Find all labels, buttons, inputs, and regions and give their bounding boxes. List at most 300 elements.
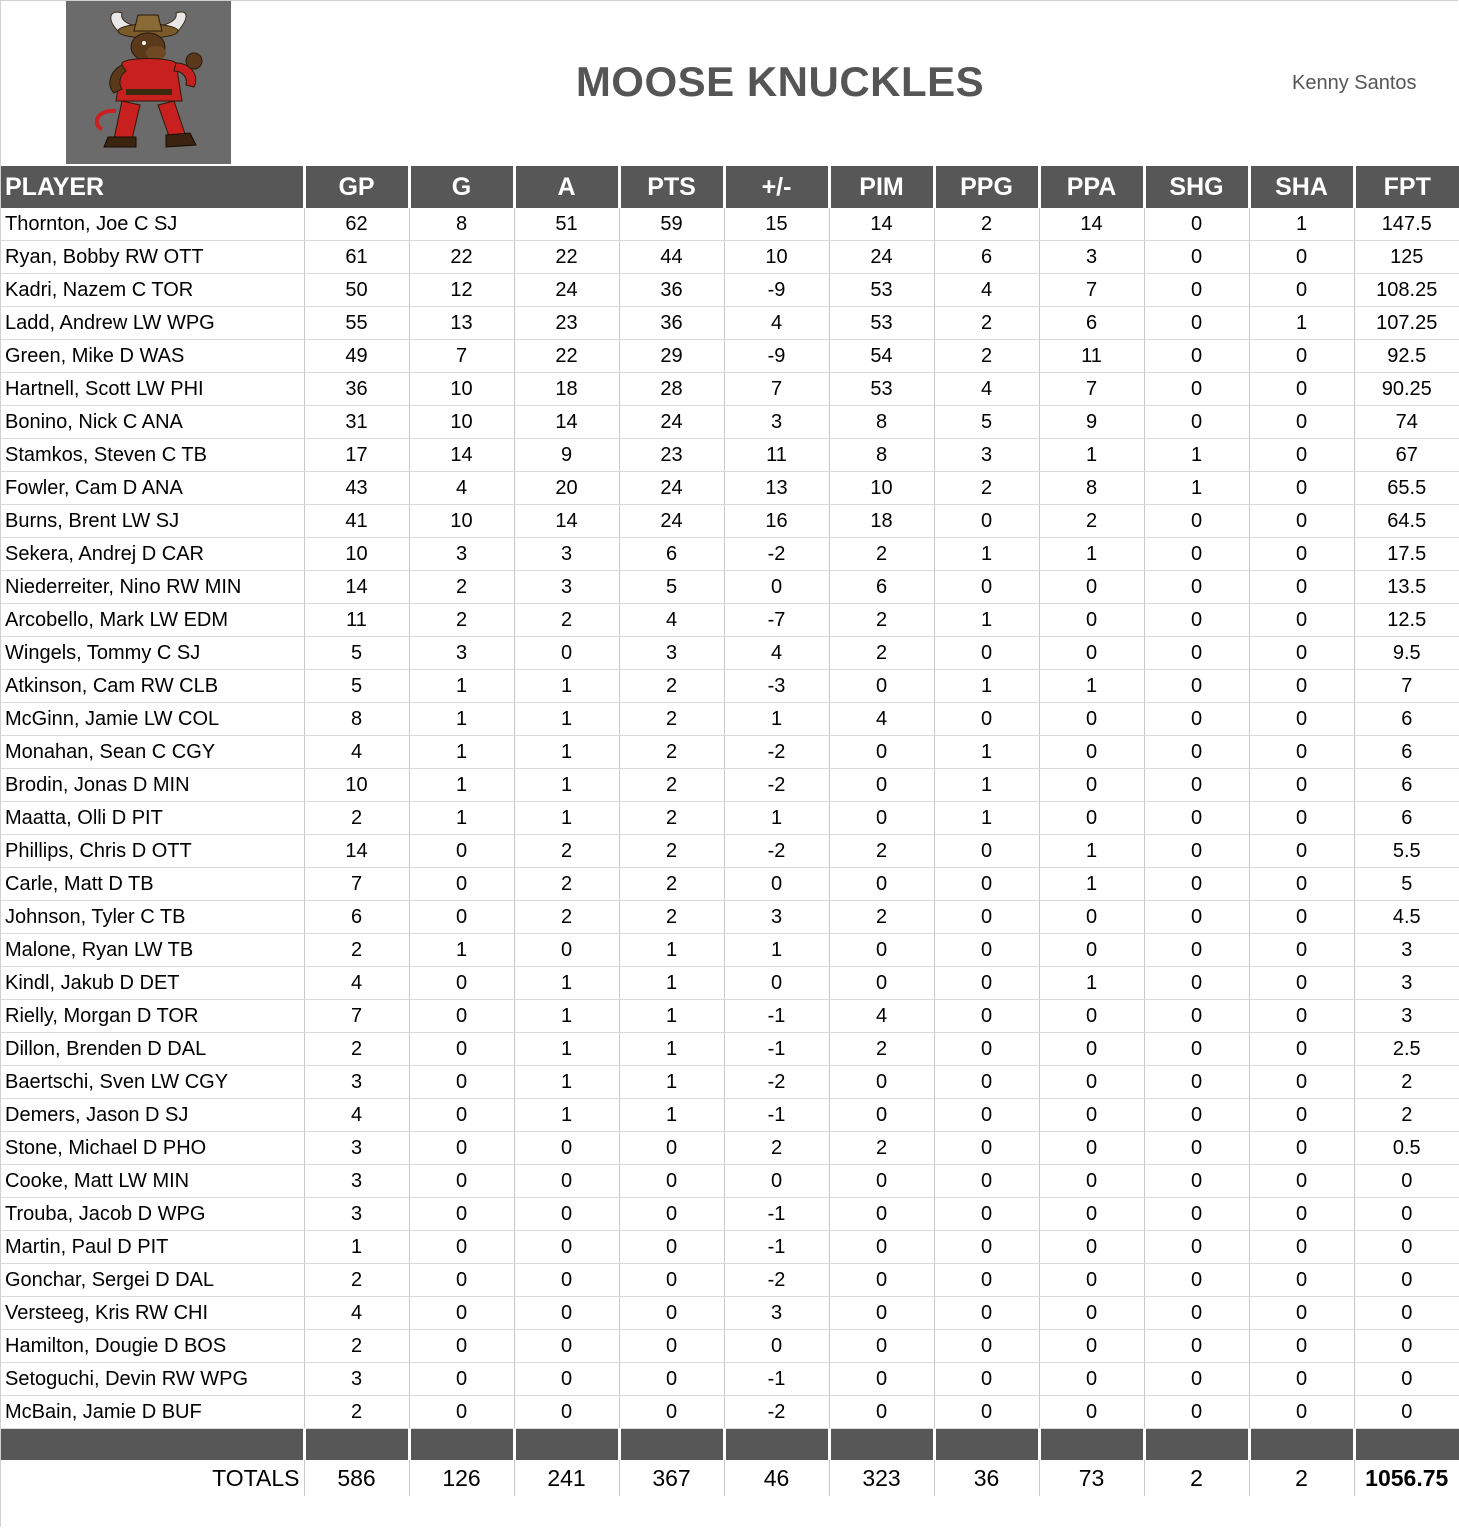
shg-cell: 0 [1144,538,1249,571]
ppa-cell: 0 [1039,1264,1144,1297]
plus-minus-cell: -3 [724,670,829,703]
table-row[interactable] [1,1231,1459,1264]
pts-cell: 0 [619,1330,724,1363]
table-row[interactable] [1,736,1459,769]
table-row[interactable] [1,1066,1459,1099]
table-row[interactable] [1,1297,1459,1330]
table-row[interactable] [1,274,1459,307]
plus-minus-cell: 3 [724,406,829,439]
pim-cell: 10 [829,472,934,505]
plus-minus-cell: 3 [724,901,829,934]
total-fpt: 1056.75 [1365,1464,1449,1491]
table-row[interactable] [1,769,1459,802]
gp-cell: 3 [304,1132,409,1165]
g-cell: 4 [409,472,514,505]
sha-cell: 0 [1249,1099,1354,1132]
table-row[interactable] [1,1000,1459,1033]
ppa-cell: 0 [1039,802,1144,835]
moose-mountie-logo-icon [66,1,231,164]
player-name: Burns, Brent LW SJ [1,505,304,538]
owner-name: Kenny Santos [1292,72,1417,94]
g-cell: 14 [409,439,514,472]
ppa-cell: 0 [1039,1099,1144,1132]
a-cell: 51 [514,208,619,241]
player-name: Stamkos, Steven C TB [1,439,304,472]
player-name: Baertschi, Sven LW CGY [1,1066,304,1099]
pim-cell: 54 [829,340,934,373]
a-cell: 0 [514,1330,619,1363]
player-name: McBain, Jamie D BUF [1,1396,304,1429]
g-cell: 0 [409,1198,514,1231]
plus-minus-cell: -1 [724,1000,829,1033]
table-row[interactable] [1,604,1459,637]
gp-cell: 2 [304,1264,409,1297]
g-cell: 0 [409,1330,514,1363]
fpt-cell: 0 [1354,1297,1459,1330]
player-name: Arcobello, Mark LW EDM [1,604,304,637]
g-cell: 22 [409,241,514,274]
table-row[interactable] [1,307,1459,340]
ppa-cell: 0 [1039,934,1144,967]
pim-cell: 4 [829,703,934,736]
g-cell: 7 [409,340,514,373]
player-name: Dillon, Brenden D DAL [1,1033,304,1066]
a-cell: 23 [514,307,619,340]
player-name: Wingels, Tommy C SJ [1,637,304,670]
ppa-cell: 0 [1039,571,1144,604]
gp-cell: 7 [304,868,409,901]
column-header-g[interactable]: G [409,166,514,208]
sha-cell: 0 [1249,802,1354,835]
pts-cell: 2 [619,769,724,802]
pts-cell: 2 [619,901,724,934]
sha-cell: 0 [1249,736,1354,769]
pim-cell: 0 [829,868,934,901]
ppa-cell: 1 [1039,967,1144,1000]
pts-cell: 0 [619,1165,724,1198]
pim-cell: 0 [829,736,934,769]
a-cell: 0 [514,934,619,967]
gp-cell: 2 [304,802,409,835]
table-row[interactable] [1,439,1459,472]
pts-cell: 0 [619,1231,724,1264]
a-cell: 2 [514,604,619,637]
total-ppg: 36 [934,1460,1039,1496]
table-row[interactable] [1,1132,1459,1165]
header-row [1,166,1459,208]
pim-cell: 0 [829,802,934,835]
ppa-cell: 0 [1039,1330,1144,1363]
fpt-cell: 6 [1354,736,1459,769]
plus-minus-cell: -2 [724,1066,829,1099]
ppg-cell: 3 [934,439,1039,472]
gp-cell: 61 [304,241,409,274]
player-name: Thornton, Joe C SJ [1,208,304,241]
g-cell: 10 [409,406,514,439]
a-cell: 1 [514,1033,619,1066]
shg-cell: 0 [1144,1297,1249,1330]
g-cell: 0 [409,901,514,934]
g-cell: 1 [409,769,514,802]
a-cell: 18 [514,373,619,406]
player-name: Demers, Jason D SJ [1,1099,304,1132]
plus-minus-cell: 0 [724,571,829,604]
a-cell: 0 [514,1165,619,1198]
g-cell: 8 [409,208,514,241]
table-row[interactable] [1,637,1459,670]
table-row[interactable] [1,1165,1459,1198]
plus-minus-cell: -2 [724,769,829,802]
fpt-cell: 5.5 [1354,835,1459,868]
a-cell: 22 [514,241,619,274]
pts-cell: 0 [619,1363,724,1396]
shg-cell: 0 [1144,307,1249,340]
pts-cell: 1 [619,1066,724,1099]
sha-cell: 0 [1249,1396,1354,1429]
g-cell: 12 [409,274,514,307]
pim-cell: 2 [829,538,934,571]
totals-separator [1,1429,1459,1461]
pim-cell: 2 [829,604,934,637]
a-cell: 0 [514,1363,619,1396]
separator-cell [619,1429,724,1461]
pim-cell: 0 [829,1066,934,1099]
sha-cell: 1 [1249,307,1354,340]
table-row[interactable] [1,1396,1459,1429]
ppg-cell: 0 [934,901,1039,934]
table-row[interactable] [1,1330,1459,1363]
gp-cell: 10 [304,769,409,802]
sha-cell: 0 [1249,835,1354,868]
ppg-cell: 1 [934,802,1039,835]
ppg-cell: 0 [934,1000,1039,1033]
g-cell: 0 [409,1066,514,1099]
table-row[interactable] [1,967,1459,1000]
ppa-cell: 0 [1039,1231,1144,1264]
pts-cell: 2 [619,670,724,703]
gp-cell: 14 [304,835,409,868]
fpt-cell: 3 [1354,934,1459,967]
player-name: Johnson, Tyler C TB [1,901,304,934]
ppa-cell: 2 [1039,505,1144,538]
pim-cell: 2 [829,901,934,934]
sha-cell: 0 [1249,670,1354,703]
g-cell: 0 [409,1297,514,1330]
total-shg: 2 [1144,1460,1249,1496]
fpt-cell: 0 [1354,1198,1459,1231]
sha-cell: 0 [1249,1033,1354,1066]
table-row[interactable] [1,1033,1459,1066]
table-row[interactable] [1,835,1459,868]
ppa-cell: 0 [1039,769,1144,802]
sha-cell: 0 [1249,1132,1354,1165]
player-name: Malone, Ryan LW TB [1,934,304,967]
plus-minus-cell: 13 [724,472,829,505]
table-row[interactable] [1,241,1459,274]
a-cell: 1 [514,1000,619,1033]
g-cell: 0 [409,1033,514,1066]
table-row[interactable] [1,1198,1459,1231]
column-header-plus-minus[interactable]: +/- [724,166,829,208]
table-row[interactable] [1,934,1459,967]
total-sha: 2 [1249,1460,1354,1496]
gp-cell: 11 [304,604,409,637]
pts-cell: 1 [619,1099,724,1132]
shg-cell: 0 [1144,703,1249,736]
a-cell: 2 [514,868,619,901]
ppa-cell: 0 [1039,1066,1144,1099]
table-row[interactable] [1,670,1459,703]
sha-cell: 0 [1249,901,1354,934]
plus-minus-cell: -9 [724,340,829,373]
player-name: Maatta, Olli D PIT [1,802,304,835]
g-cell: 1 [409,736,514,769]
player-name: Stone, Michael D PHO [1,1132,304,1165]
sha-cell: 0 [1249,1198,1354,1231]
gp-cell: 41 [304,505,409,538]
table-row[interactable] [1,406,1459,439]
player-name: McGinn, Jamie LW COL [1,703,304,736]
sha-cell: 0 [1249,472,1354,505]
a-cell: 3 [514,571,619,604]
gp-cell: 31 [304,406,409,439]
fpt-cell: 74 [1354,406,1459,439]
column-header-shg[interactable]: SHG [1144,166,1249,208]
shg-cell: 0 [1144,604,1249,637]
ppa-cell: 0 [1039,1000,1144,1033]
separator-cell [1039,1429,1144,1461]
a-cell: 0 [514,1264,619,1297]
pim-cell: 0 [829,1099,934,1132]
column-header-gp[interactable]: GP [304,166,409,208]
ppg-cell: 1 [934,670,1039,703]
shg-cell: 1 [1144,439,1249,472]
separator-cell [514,1429,619,1461]
sha-cell: 0 [1249,241,1354,274]
player-name: Monahan, Sean C CGY [1,736,304,769]
table-row[interactable] [1,373,1459,406]
a-cell: 1 [514,802,619,835]
total-gp: 586 [304,1460,409,1496]
shg-cell: 0 [1144,505,1249,538]
sha-cell: 0 [1249,274,1354,307]
ppg-cell: 0 [934,1363,1039,1396]
a-cell: 1 [514,1066,619,1099]
pts-cell: 44 [619,241,724,274]
table-row[interactable] [1,901,1459,934]
table-row[interactable] [1,1363,1459,1396]
player-name: Niederreiter, Nino RW MIN [1,571,304,604]
player-name: Gonchar, Sergei D DAL [1,1264,304,1297]
fpt-cell: 9.5 [1354,637,1459,670]
g-cell: 10 [409,373,514,406]
ppg-cell: 0 [934,703,1039,736]
g-cell: 0 [409,1165,514,1198]
player-name: Atkinson, Cam RW CLB [1,670,304,703]
table-row[interactable] [1,571,1459,604]
column-header-ppa[interactable]: PPA [1039,166,1144,208]
pts-cell: 3 [619,637,724,670]
ppg-cell: 0 [934,1330,1039,1363]
plus-minus-cell: 2 [724,1132,829,1165]
plus-minus-cell: 7 [724,373,829,406]
table-row[interactable] [1,472,1459,505]
pts-cell: 1 [619,1033,724,1066]
plus-minus-cell: -2 [724,538,829,571]
table-row[interactable] [1,538,1459,571]
pts-cell: 24 [619,472,724,505]
gp-cell: 4 [304,967,409,1000]
shg-cell: 0 [1144,835,1249,868]
player-rows [1,208,1459,1429]
ppg-cell: 0 [934,1165,1039,1198]
g-cell: 0 [409,967,514,1000]
shg-cell: 0 [1144,1198,1249,1231]
shg-cell: 0 [1144,967,1249,1000]
a-cell: 0 [514,1231,619,1264]
pim-cell: 0 [829,1330,934,1363]
ppg-cell: 0 [934,934,1039,967]
ppg-cell: 0 [934,835,1039,868]
column-header-ppg[interactable]: PPG [934,166,1039,208]
fpt-cell: 108.25 [1354,274,1459,307]
pim-cell: 8 [829,439,934,472]
shg-cell: 0 [1144,406,1249,439]
gp-cell: 2 [304,1033,409,1066]
sha-cell: 0 [1249,439,1354,472]
ppa-cell: 0 [1039,736,1144,769]
plus-minus-cell: -7 [724,604,829,637]
gp-cell: 8 [304,703,409,736]
ppg-cell: 1 [934,769,1039,802]
ppg-cell: 2 [934,208,1039,241]
sha-cell: 0 [1249,1363,1354,1396]
ppg-cell: 0 [934,1132,1039,1165]
ppg-cell: 1 [934,538,1039,571]
g-cell: 1 [409,670,514,703]
table-row[interactable] [1,868,1459,901]
a-cell: 0 [514,1396,619,1429]
g-cell: 1 [409,703,514,736]
shg-cell: 0 [1144,1132,1249,1165]
sha-cell: 0 [1249,637,1354,670]
pim-cell: 2 [829,637,934,670]
plus-minus-cell: -1 [724,1099,829,1132]
pts-cell: 1 [619,934,724,967]
table-row[interactable] [1,208,1459,241]
pts-cell: 1 [619,967,724,1000]
ppa-cell: 7 [1039,274,1144,307]
pts-cell: 28 [619,373,724,406]
table-row[interactable] [1,703,1459,736]
gp-cell: 10 [304,538,409,571]
ppa-cell: 0 [1039,1132,1144,1165]
fpt-cell: 3 [1354,967,1459,1000]
pim-cell: 18 [829,505,934,538]
table-row[interactable] [1,505,1459,538]
player-name: Fowler, Cam D ANA [1,472,304,505]
player-name: Martin, Paul D PIT [1,1231,304,1264]
player-name: Sekera, Andrej D CAR [1,538,304,571]
g-cell: 0 [409,1231,514,1264]
ppa-cell: 0 [1039,1033,1144,1066]
sha-cell: 0 [1249,571,1354,604]
ppa-cell: 0 [1039,637,1144,670]
pts-cell: 2 [619,736,724,769]
table-row[interactable] [1,1264,1459,1297]
gp-cell: 2 [304,1330,409,1363]
pts-cell: 0 [619,1132,724,1165]
pts-cell: 0 [619,1264,724,1297]
pim-cell: 0 [829,1264,934,1297]
ppa-cell: 0 [1039,901,1144,934]
ppg-cell: 1 [934,736,1039,769]
sha-cell: 0 [1249,868,1354,901]
a-cell: 14 [514,406,619,439]
a-cell: 0 [514,637,619,670]
table-row[interactable] [1,802,1459,835]
player-name: Setoguchi, Devin RW WPG [1,1363,304,1396]
pts-cell: 59 [619,208,724,241]
table-row[interactable] [1,340,1459,373]
ppg-cell: 0 [934,1297,1039,1330]
plus-minus-cell: -2 [724,1264,829,1297]
ppa-cell: 6 [1039,307,1144,340]
pim-cell: 0 [829,1363,934,1396]
column-header-player[interactable]: PLAYER [1,166,304,208]
player-name: Kindl, Jakub D DET [1,967,304,1000]
fpt-cell: 7 [1354,670,1459,703]
fpt-cell: 125 [1354,241,1459,274]
pts-cell: 2 [619,703,724,736]
total-plus-minus: 46 [724,1460,829,1496]
sha-cell: 0 [1249,505,1354,538]
fpt-cell: 107.25 [1354,307,1459,340]
table-row[interactable] [1,1099,1459,1132]
column-header-sha[interactable]: SHA [1249,166,1354,208]
separator-cell [1,1429,304,1461]
fpt-cell: 0 [1354,1231,1459,1264]
shg-cell: 0 [1144,208,1249,241]
plus-minus-cell: 11 [724,439,829,472]
totals-row [1,1460,1459,1496]
fpt-cell: 67 [1354,439,1459,472]
ppa-cell: 0 [1039,1165,1144,1198]
pim-cell: 53 [829,274,934,307]
shg-cell: 0 [1144,1099,1249,1132]
sha-cell: 0 [1249,1066,1354,1099]
pim-cell: 53 [829,373,934,406]
a-cell: 0 [514,1297,619,1330]
player-name: Versteeg, Kris RW CHI [1,1297,304,1330]
column-header-a[interactable]: A [514,166,619,208]
ppa-cell: 0 [1039,703,1144,736]
column-header-fpt[interactable]: FPT [1354,166,1459,208]
plus-minus-cell: -1 [724,1231,829,1264]
column-header-pim[interactable]: PIM [829,166,934,208]
ppa-cell: 0 [1039,604,1144,637]
ppg-cell: 0 [934,1099,1039,1132]
player-name: Ladd, Andrew LW WPG [1,307,304,340]
a-cell: 1 [514,670,619,703]
ppa-cell: 11 [1039,340,1144,373]
column-header-pts[interactable]: PTS [619,166,724,208]
ppg-cell: 2 [934,307,1039,340]
pts-cell: 36 [619,274,724,307]
player-name: Brodin, Jonas D MIN [1,769,304,802]
a-cell: 1 [514,703,619,736]
fpt-cell: 6 [1354,769,1459,802]
